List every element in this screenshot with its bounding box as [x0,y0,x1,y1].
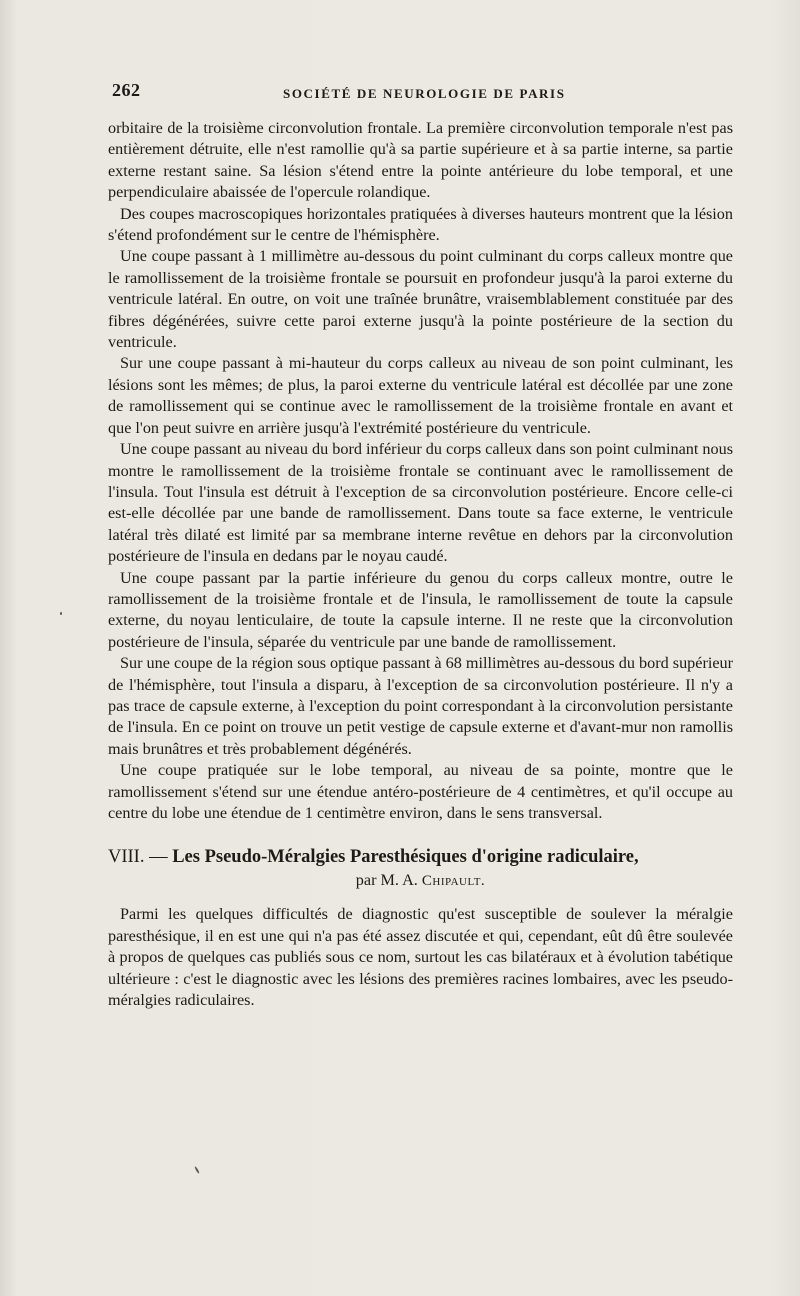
paragraph: Parmi les quelques difficultés de diagnostic qu'est susceptible de soulever la méralgie paresthésique, il en est une qui n'a pas été assez discutée et qui, cependant, eût dû être soulevée à propos de quelques cas publiés sous ce nom, surtout les cas bilatéraux et à évolution tabétique ultérieure : c'est le diagnostic avec les lésions des premières racines lombaires, avec les pseudo-méralgies radiculaires. [108,905,733,1010]
section-title-line [108,846,733,868]
page-number: 262 [112,80,141,100]
paragraph: Sur une coupe passant à mi-hauteur du corps calleux au niveau de son point culminant, les lésions sont les mêmes; de plus, la paroi externe du ventricule latéral est décollée par une zone de ramollissement qui se continue avec le ramollissement de la troisième frontale en avant et que l'on peut suivre en arrière jusqu'à l'extrémité postérieure du ventricule. [108,354,733,437]
journal-title: SOCIÉTÉ DE NEUROLOGIE DE PARIS [283,86,566,101]
section-heading [108,846,733,892]
paragraph: Une coupe pratiquée sur le lobe temporal, au niveau de sa pointe, montre que le ramollissement s'étend sur une étendue antéro-postérieure de 4 centimètres, et qu'il occupe au centre du lobe une étendue de 1 centimètre environ, dans le sens transversal. [108,761,733,822]
section-number: VIII. — [108,847,168,868]
paragraph-continued: orbitaire de la troisième circonvolution frontale. La première circonvolution temporale n'est pas entièrement détruite, elle n'est ramollie qu'à sa partie supérieure et à sa partie interne, sa partie externe restant saine. Sa lésion s'étend entre la pointe antérieure du lobe temporal, et une perpendiculaire abaissée de l'opercule rolandique. [108,119,733,202]
scan-speck [60,612,62,615]
paragraph: Des coupes macroscopiques horizontales pratiquées à diverses hauteurs montrent que la lésion s'étend profondément sur le centre de l'hémisphère. [108,204,733,245]
author-prefix: par M. A. [355,871,418,890]
page-body [108,118,733,1011]
paragraph: Une coupe passant à 1 millimètre au-dessous du point culminant du corps calleux montre que le ramollissement de la troisième frontale se poursuit en profondeur jusqu'à la paroi externe du ventricule latéral. En outre, on voit une traînée brunâtre, vraisemblablement constituée par des fibres dégénérées, suivre cette paroi externe jusqu'à la pointe postérieure de la section du ventricule. [108,247,733,352]
paragraph: Sur une coupe de la région sous optique passant à 68 millimètres au-dessous du bord supérieur de l'hémisphère, tout l'insula a disparu, à l'exception de sa circonvolution postérieure. Il n'y a pas trace de capsule externe, à l'exception du point correspondant à la circonvolution persistante de l'insula. En ce point on trouve un petit vestige de capsule externe et d'avant-mur non ramollis mais brunâtres et très probablement dégénérés. [108,654,733,758]
paragraph: Une coupe passant par la partie inférieure du genou du corps calleux montre, outre le ramollissement de la troisième frontale et de l'insula, le ramollissement de toute la capsule externe, du noyau lenticulaire, de toute la capsule interne. Il ne reste que la circonvolution postérieure de l'insula, séparée du ventricule par une bande de ramollissement. [108,568,733,651]
scan-speck [194,1166,200,1174]
paragraph: Une coupe passant au niveau du bord inférieur du corps calleux dans son point culminant nous montre le ramollissement de la troisième frontale se continuant avec le ramollissement de l'insula. Tout l'insula est détruit à l'exception de sa circonvolution postérieure. Encore celle-ci est-elle décollée par une bande de ramollissement. Dans toute sa face externe, le ventricule latéral très dilaté est limité par sa membrane interne revêtue en dehors par la circonvolution postérieure de l'insula en dedans par le noyau caudé. [108,440,733,566]
section-author-line [108,869,733,892]
author-name: Chipault. [421,873,486,890]
section-title: Les Pseudo-Méralgies Paresthésiques d'origine radiculaire, [172,847,639,868]
running-head [108,80,733,106]
